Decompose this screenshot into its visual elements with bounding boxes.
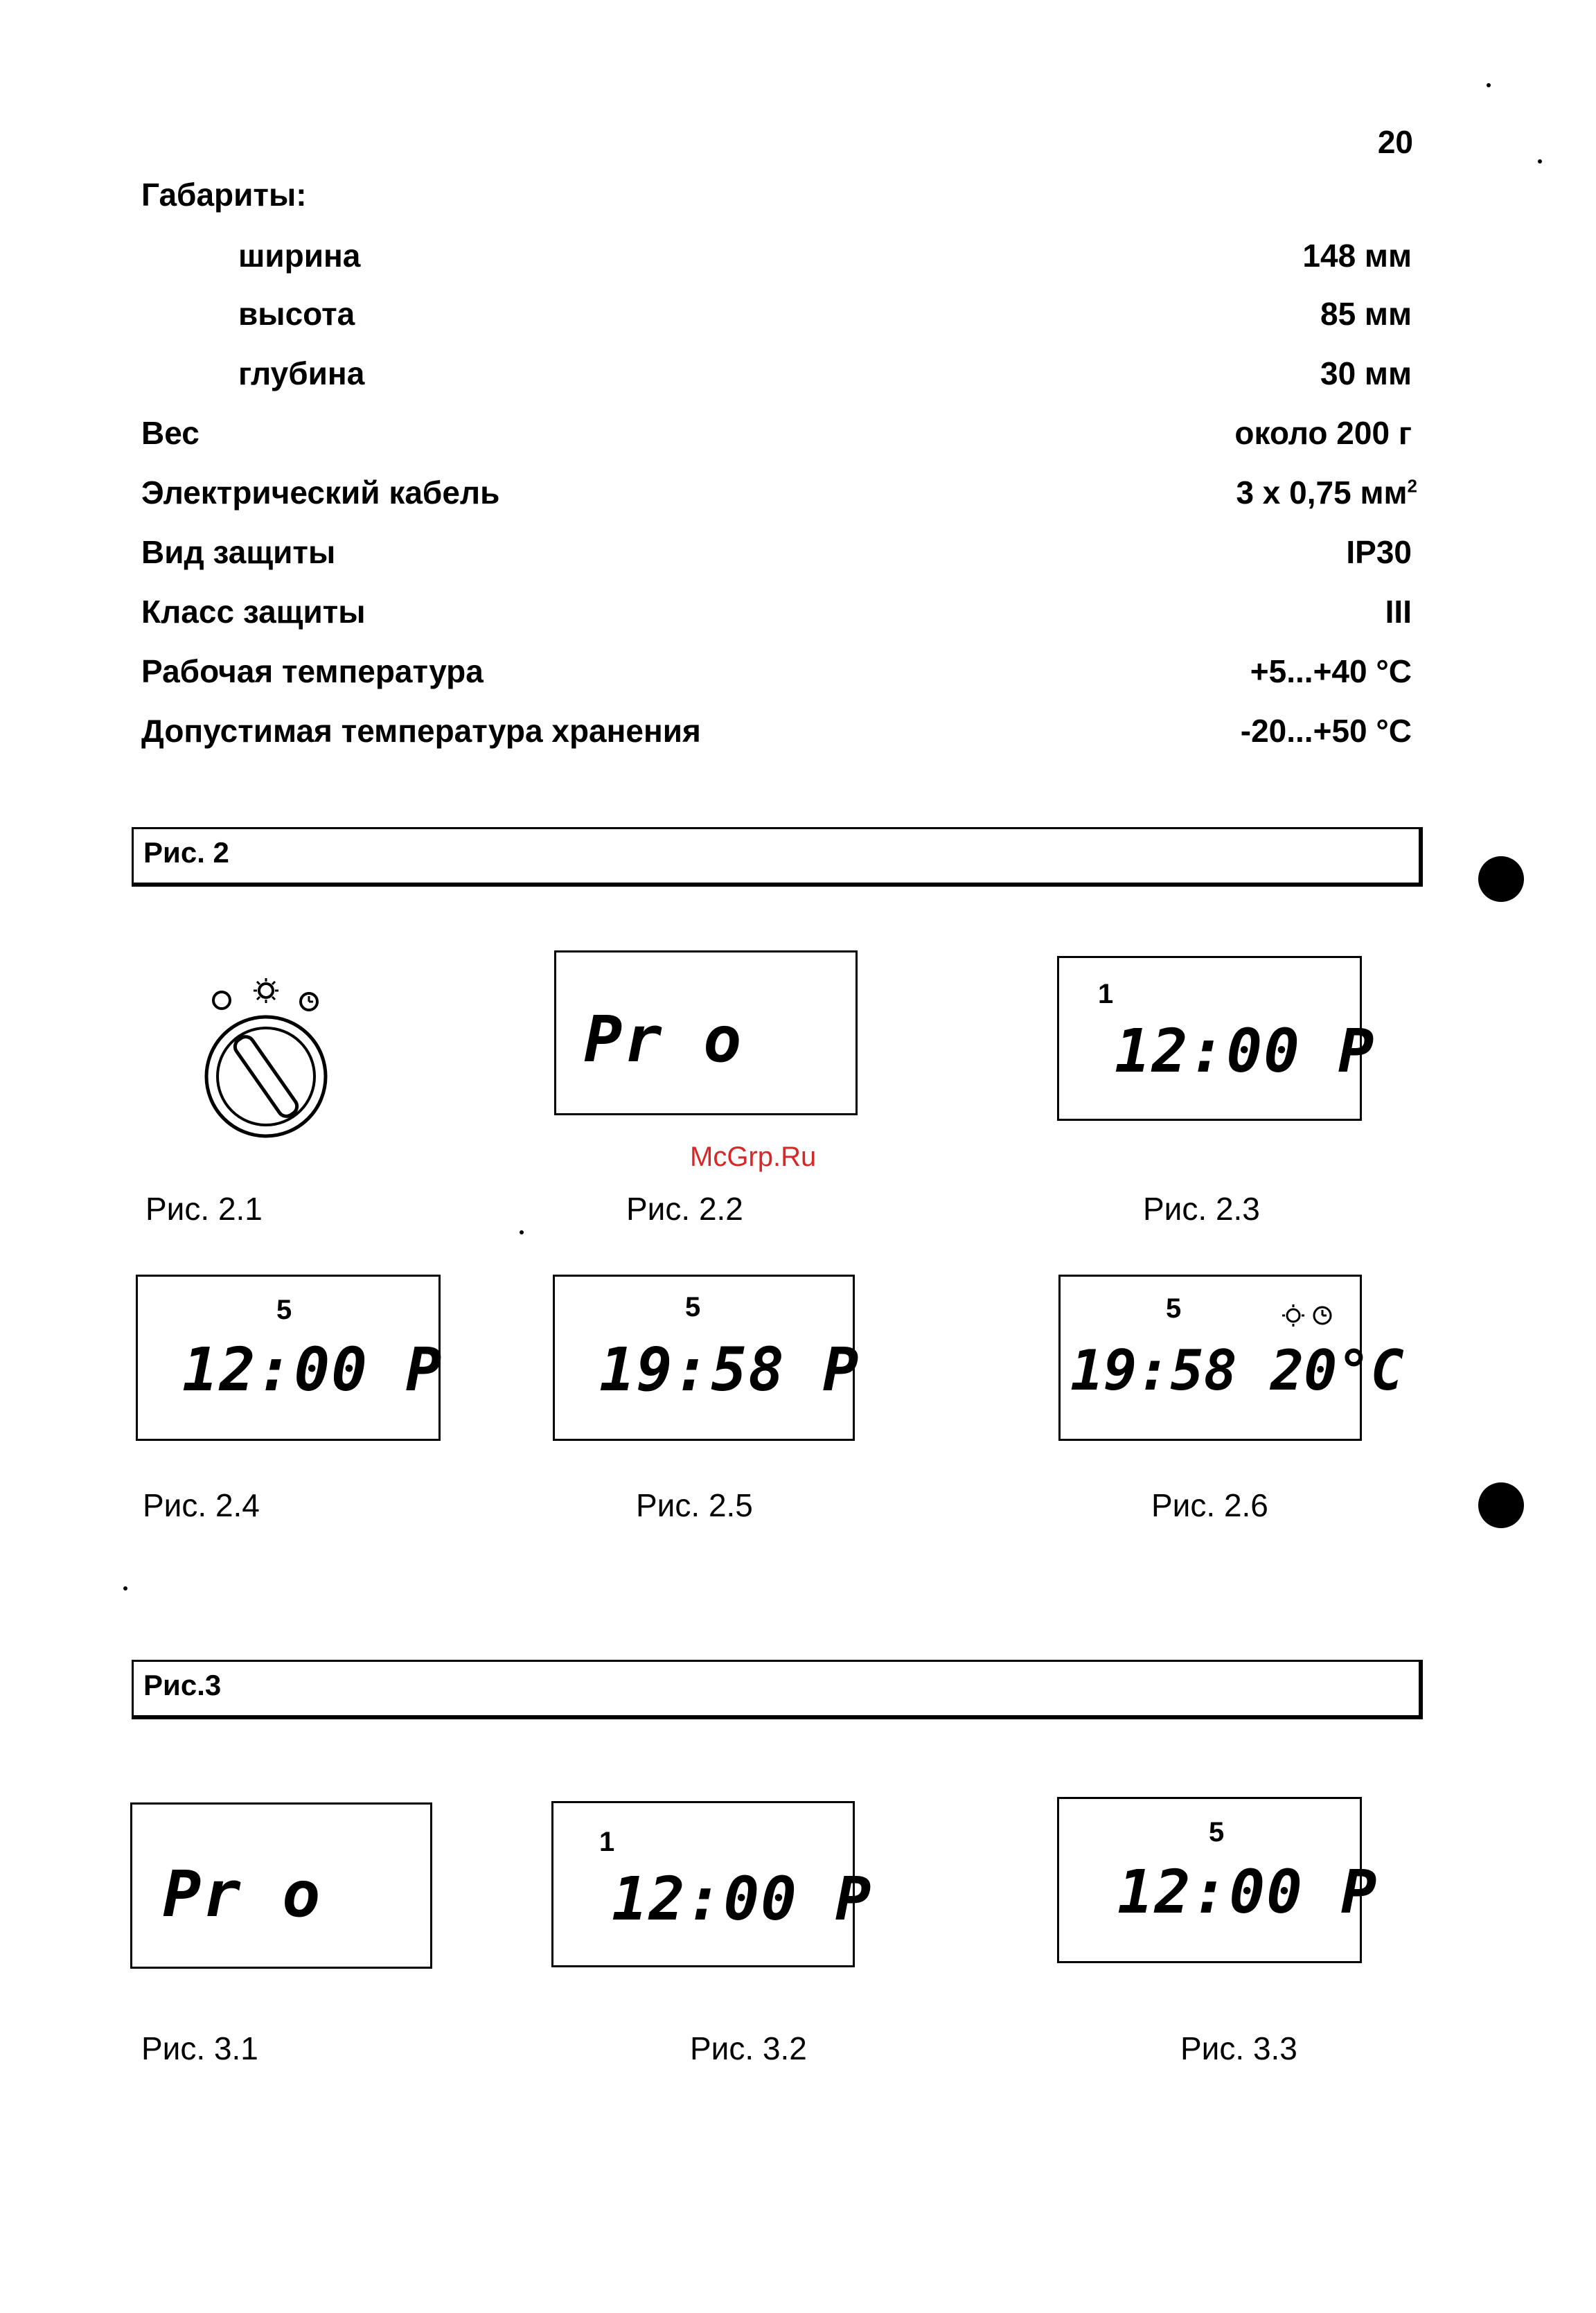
scan-speck: [1538, 159, 1542, 163]
fig3-header-box: [132, 1660, 1423, 1719]
width-label: ширина: [238, 238, 361, 274]
fig2-3-caption: Рис. 2.3: [1143, 1191, 1260, 1227]
fig2-2-display-text: Pr o: [584, 1002, 743, 1076]
operating-temp-label: Рабочая температура: [141, 653, 484, 689]
weight-label: Вес: [141, 415, 200, 451]
storage-temp-label: Допустимая температура хранения: [141, 713, 701, 749]
fig2-header-box: [132, 827, 1423, 887]
fig2-4-display-text: 12:00 P: [182, 1336, 443, 1405]
clock-indicator-icon: [1314, 1307, 1331, 1324]
scan-speck: [123, 1586, 127, 1590]
scan-speck: [520, 1230, 524, 1234]
fig2-title: Рис. 2: [143, 836, 229, 869]
fig3-1-caption: Рис. 3.1: [141, 2030, 258, 2066]
weight-value: около 200 г: [1234, 415, 1412, 451]
fig2-4-display: [136, 1275, 441, 1441]
fig2-5-caption: Рис. 2.5: [636, 1487, 753, 1523]
fig2-6-display-text: 19:58 20°C: [1070, 1338, 1404, 1403]
fig3-2-index: 1: [599, 1827, 615, 1857]
fig2-6-caption: Рис. 2.6: [1151, 1487, 1268, 1523]
protection-type-value: IP30: [1346, 534, 1412, 570]
dimensions-heading: Габариты:: [141, 177, 307, 213]
storage-temp-value: -20...+50 °C: [1240, 713, 1412, 749]
fig2-5-index: 5: [685, 1292, 701, 1322]
mode-knob-icon: [201, 975, 339, 1142]
fig2-6-display: [1058, 1275, 1404, 1441]
cable-superscript: 2: [1407, 475, 1417, 497]
fig3-1-display-text: Pr o: [163, 1857, 322, 1931]
height-label: высота: [238, 296, 355, 332]
operating-temp-value: +5...+40 °C: [1250, 653, 1412, 689]
sun-indicator-icon: [1282, 1304, 1304, 1327]
fig3-3-display: [1057, 1797, 1378, 1963]
sun-mode-icon: [254, 978, 278, 1003]
fig3-3-caption: Рис. 3.3: [1180, 2030, 1297, 2066]
mode-knob-figure: [201, 975, 339, 1142]
clock-mode-icon: [301, 993, 317, 1010]
off-mode-icon: [213, 992, 230, 1009]
fig3-2-display-text: 12:00 P: [612, 1865, 873, 1934]
protection-class-value: III: [1385, 594, 1412, 630]
watermark: McGrp.Ru: [690, 1142, 817, 1172]
fig3-3-index: 5: [1209, 1817, 1225, 1847]
fig3-title: Рис.3: [143, 1669, 222, 1701]
fig2-4-caption: Рис. 2.4: [143, 1487, 260, 1523]
protection-type-label: Вид защиты: [141, 534, 336, 570]
fig2-6-index: 5: [1166, 1293, 1182, 1324]
fig2-2-caption: Рис. 2.2: [626, 1191, 743, 1227]
fig2-1-caption: Рис. 2.1: [145, 1191, 263, 1227]
protection-class-label: Класс защиты: [141, 594, 366, 630]
fig3-2-display: [551, 1801, 873, 1967]
fig3-1-display: [130, 1802, 432, 1969]
depth-label: глубина: [238, 355, 365, 391]
scan-speck: [1487, 83, 1491, 87]
page-number: 20: [1377, 124, 1413, 160]
fig2-4-index: 5: [276, 1295, 292, 1325]
fig3-3-display-text: 12:00 P: [1117, 1858, 1378, 1927]
binder-hole-mark: [1478, 1482, 1524, 1528]
width-value: 148 мм: [1302, 238, 1412, 274]
fig2-5-display: [553, 1275, 860, 1441]
fig2-3-display-text: 12:00 P: [1115, 1017, 1376, 1086]
cable-value-wrap: [1236, 475, 1417, 511]
fig2-3-display: [1057, 956, 1376, 1121]
fig2-2-display: [554, 950, 858, 1115]
fig3-2-caption: Рис. 3.2: [690, 2030, 807, 2066]
fig2-6-mode-icons: [1281, 1303, 1336, 1328]
depth-value: 30 мм: [1320, 355, 1412, 391]
fig2-3-index: 1: [1098, 979, 1114, 1009]
cable-value: 3 x 0,75 мм: [1236, 475, 1408, 511]
height-value: 85 мм: [1320, 296, 1412, 332]
cable-label: Электрический кабель: [141, 475, 500, 511]
fig2-5-display-text: 19:58 P: [599, 1336, 860, 1405]
binder-hole-mark: [1478, 856, 1524, 902]
